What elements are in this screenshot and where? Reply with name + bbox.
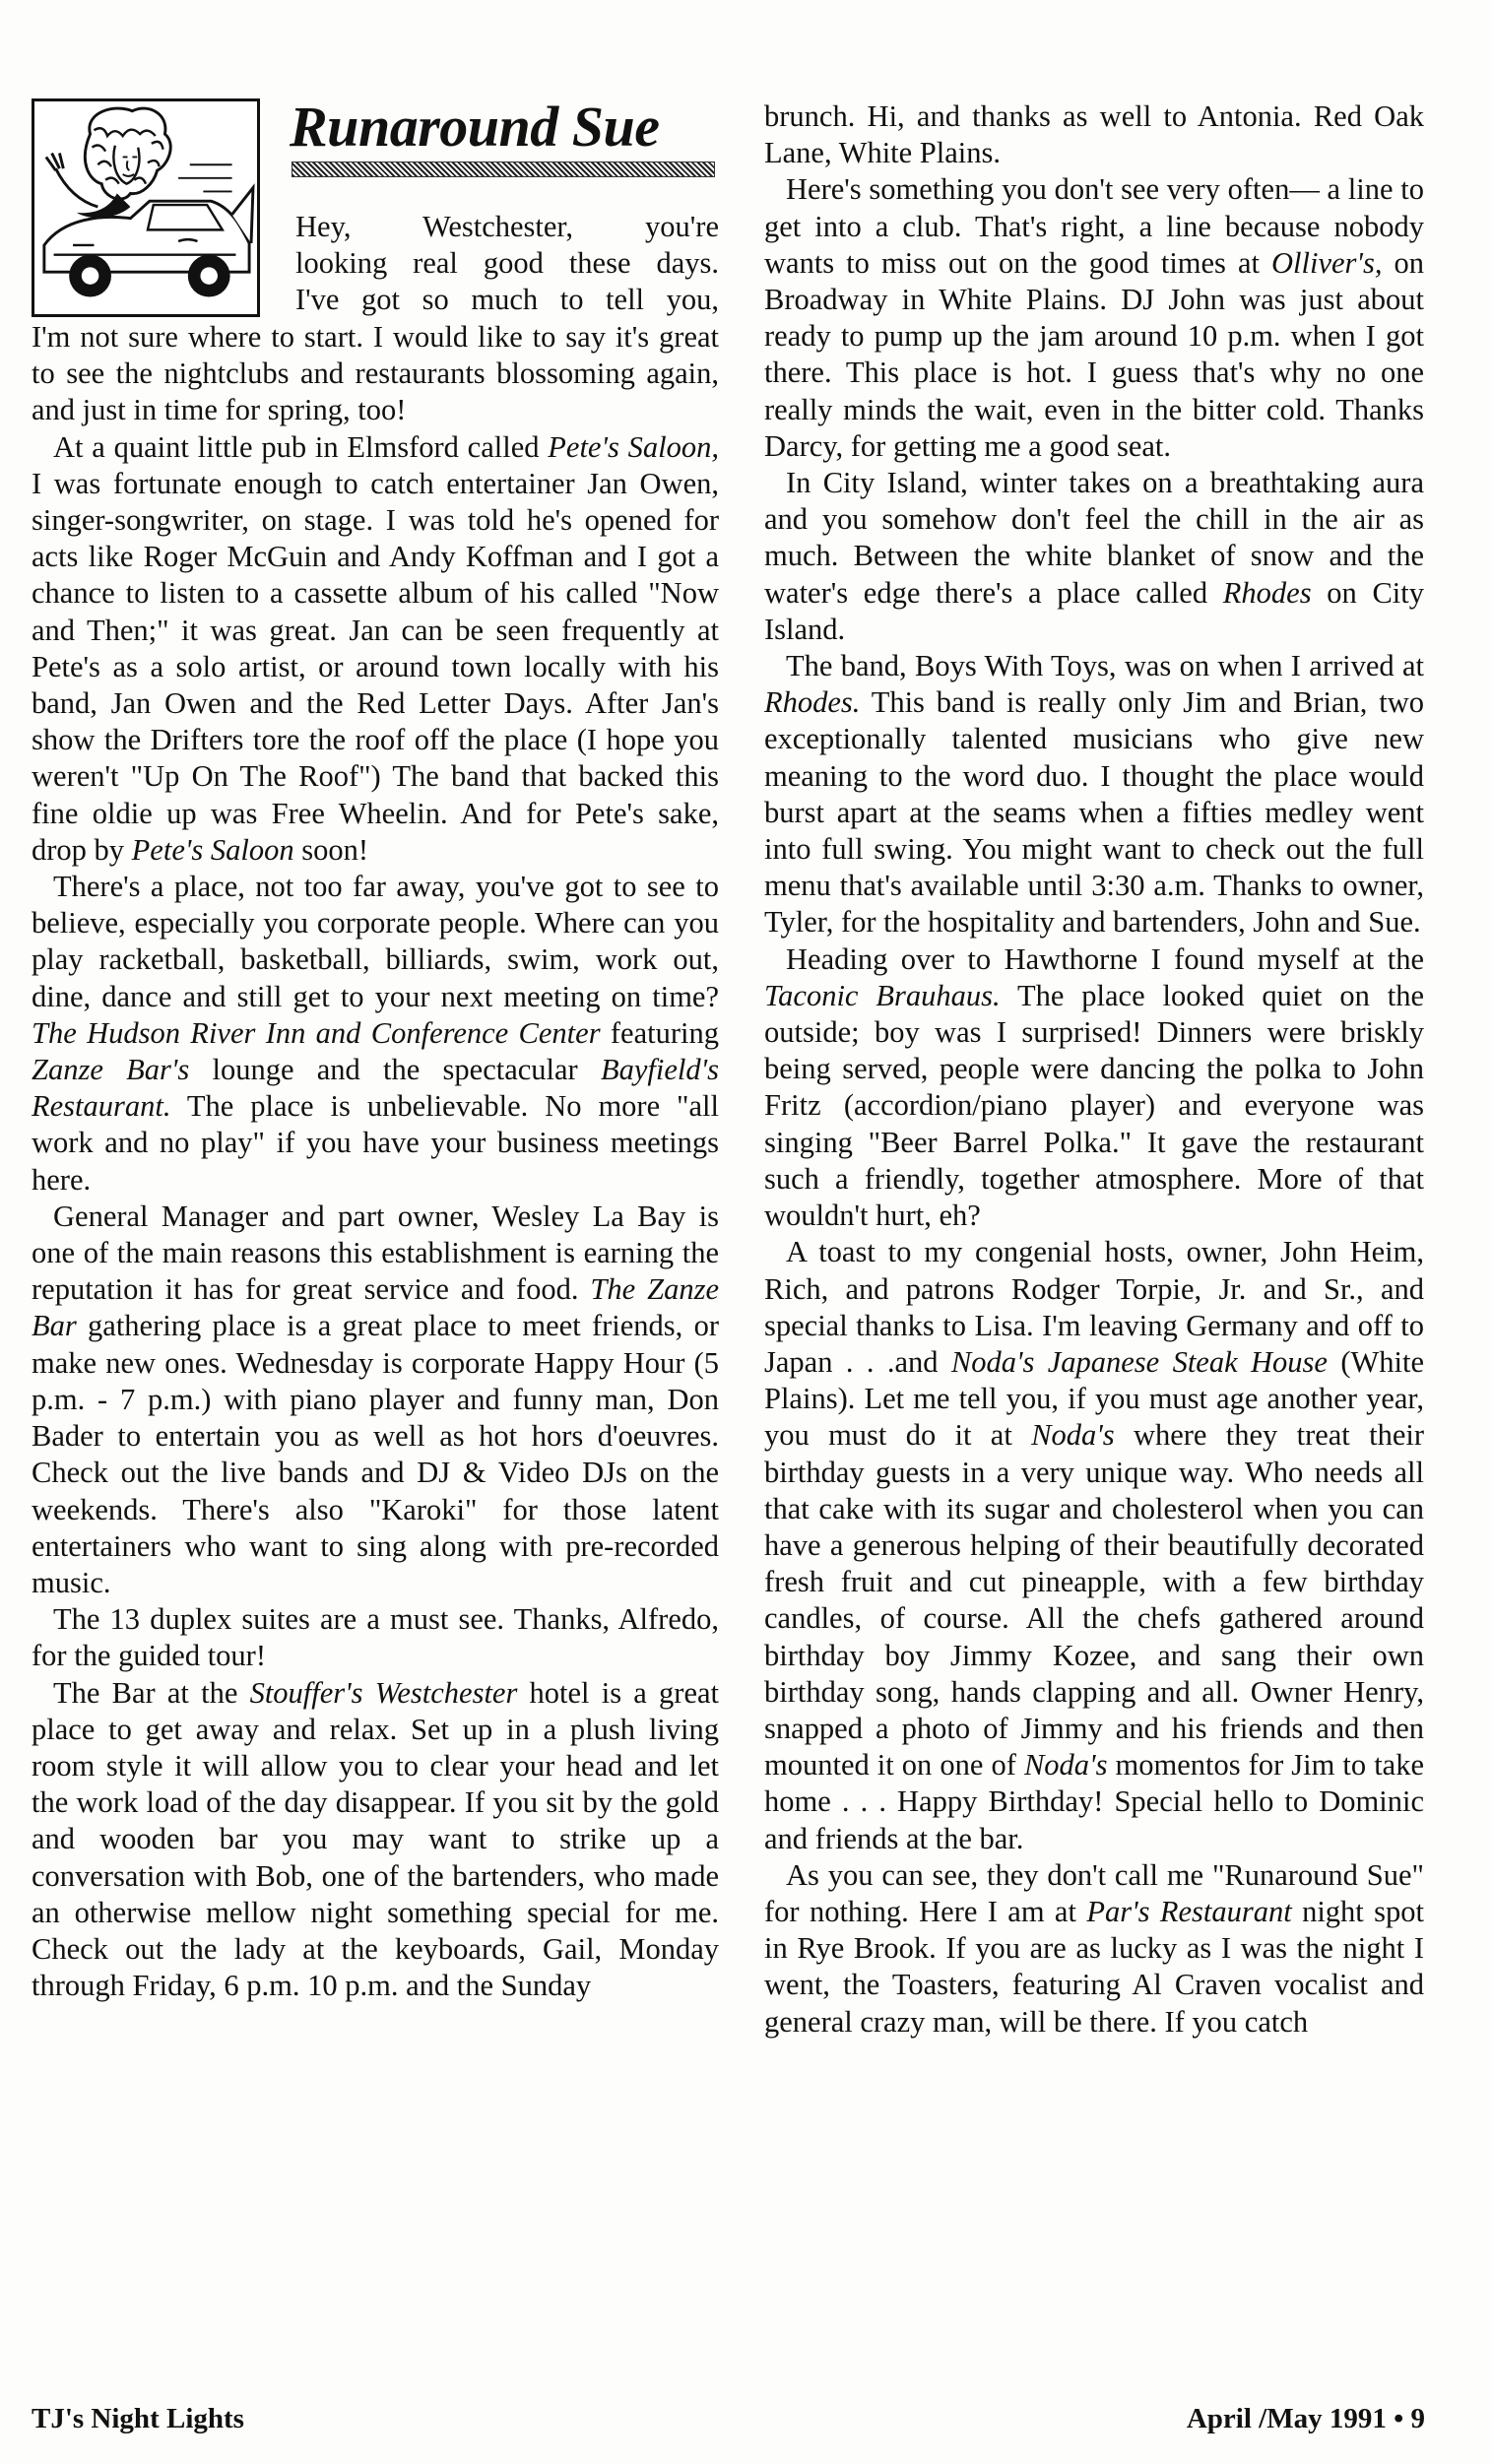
text-run: I was fortunate enough to catch entertainer Jan Owen, singer-songwriter, on stage. I was told he's opened for acts like Roger McGuin and Andy Koffman and I got a chance to listen to a cassette album of his called "Now and Then;" it was great. Jan can be seen frequently at Pete's as a solo artist, or around town locally with his band, Jan Owen and the Red Letter Days. After Jan's show the Drifters tore the roof off the place (I hope you weren't "Up On The Roof") The band that backed this fine oldie up was Free Wheelin. And for Pete's sake, drop by: [32, 466, 719, 867]
text-run: At a quaint little pub in Elmsford called: [53, 429, 549, 464]
venue-name-italic: Rhodes: [1222, 575, 1312, 610]
article-paragraph: [32, 869, 719, 1199]
text-run: The place looked quiet on the outside; boy was I surprised! Dinners were briskly being served, people were dancing the polka to John Fritz (accordion/piano player) and everyone was singing "Beer Barrel Polka." It gave the restaurant such a friendly, together atmosphere. More of that wouldn't hurt, eh?: [764, 978, 1424, 1233]
text-run: where they treat their birthday guests in a very unique way. Who needs all that cake with its sugar and cholesterol when you can have a generous helping of their beautifully decorated fresh fruit and cut pineapple, with a few birthday candles, of course. All the chefs gathered around birthday boy Jimmy Kozee, and sang their own birthday song, hands clapping and all. Owner Henry, snapped a photo of Jimmy and his friends and then mounted it on one of: [764, 1418, 1424, 1783]
article-paragraph: [764, 648, 1424, 941]
text-run: There's a place, not too far away, you've got to see to believe, especially you corporate people. Where can you play racketball, basketball, billiards, swim, work out, dine, dance and still get to your next meeting on time?: [32, 870, 719, 1013]
intro-paragraph: I'm not sure where to start. I would like to say it's great to see the nightclubs and restaurants blossoming again, and just in time for spring, too!: [32, 320, 719, 427]
text-run: The place is unbelievable. No more "all work and no play" if you have your business meetings here.: [32, 1089, 719, 1197]
venue-name-italic: Bayfield's Restaurant.: [32, 1053, 719, 1124]
publication-name: TJ's Night Lights: [32, 2403, 244, 2434]
venue-name-italic: Zanze Bar's: [32, 1053, 190, 1087]
text-run: lounge and the spectacular: [189, 1053, 601, 1087]
text-run: The 13 duplex suites are a must see. Thanks, Alfredo, for the guided tour!: [32, 1602, 719, 1673]
venue-name-italic: Rhodes.: [764, 685, 861, 720]
venue-name-italic: Noda's Japanese Steak House: [950, 1344, 1328, 1379]
venue-name-italic: Stouffer's Westchester: [249, 1675, 518, 1710]
venue-name-italic: The Hudson River Inn and Conference Center: [32, 1015, 601, 1050]
text-run: Heading over to Hawthorne I found myself at the: [786, 941, 1424, 976]
article-paragraph: [32, 1601, 719, 1674]
venue-name-italic: The Zanze Bar: [32, 1272, 719, 1343]
text-run: on City Island.: [764, 575, 1424, 646]
article-paragraph: [764, 1857, 1424, 2041]
text-run: soon!: [293, 832, 368, 867]
text-run: This band is really only Jim and Brian, two exceptionally talented musicians who give new meaning to the word duo. I thought the place would burst apart at the seams when a fifties medley went into full swing. You might want to check out the full menu that's available until 3:30 a.m. Thanks to owner, Tyler, for the hospitality and bartenders, John and Sue.: [764, 685, 1424, 940]
article-title: Runaround Sue: [290, 95, 660, 159]
text-run: In City Island, winter takes on a breathtaking aura and you somehow don't feel the chill in the air as much. Between the white blanket of snow and the water's edge there's a place called: [764, 466, 1424, 610]
text-run: gathering place is a great place to meet friends, or make new ones. Wednesday is corporate Happy Hour (5 p.m. - 7 p.m.) with piano player and funny man, Don Bader to entertain you as well as hot hors d'oeuvres. Check out the live bands and DJ & Video DJs on the weekends. There's also "Karoki" for those latent entertainers who want to sing along with pre-recorded music.: [32, 1309, 719, 1599]
intro-lines: [295, 209, 719, 319]
text-run: As you can see, they don't call me "Runaround Sue" for nothing. Here I am at: [764, 1857, 1424, 1928]
text-run: (White Plains). Let me tell you, if you must age another year, you must do it at: [764, 1344, 1424, 1453]
text-run: General Manager and part owner, Wesley La Bay is one of the main reasons this establishment is earning the reputation it has for great service and food.: [32, 1199, 719, 1307]
text-run: night spot in Rye Brook. If you are as lucky as I was the night I went, the Toasters, featuring Al Craven vocalist and general crazy man, will be there. If you catch: [764, 1894, 1424, 2039]
article-paragraph: [764, 171, 1424, 465]
text-run: Here's something you don't see very often— a line to get into a club. That's right, a line because nobody wants to miss out on the good times at: [764, 172, 1424, 280]
right-column: [764, 98, 1424, 2041]
venue-name-italic: Par's Restaurant: [1086, 1894, 1292, 1928]
article-paragraph: [764, 98, 1424, 171]
text-run: The Bar at the: [53, 1675, 250, 1710]
article-paragraph: [32, 1675, 719, 2005]
intro-line: Hey, Westchester, you're: [295, 210, 719, 243]
intro-line: I've got so much to tell you,: [295, 283, 719, 317]
title-decorative-rule: [292, 162, 715, 177]
left-column: [32, 95, 719, 2004]
text-run: The band, Boys With Toys, was on when I arrived at: [786, 649, 1424, 683]
intro-line: looking real good these days.: [295, 246, 719, 281]
article-paragraph: [764, 941, 1424, 1235]
venue-name-italic: Taconic Brauhaus.: [764, 978, 1001, 1012]
text-run: A toast to my congenial hosts, owner, John Heim, Rich, and patrons Rodger Torpie, Jr. and Sr., and special thanks to Lisa. I'm leaving Germany and off to Japan . . .and: [764, 1235, 1424, 1379]
article-paragraph: [764, 465, 1424, 648]
venue-name-italic: Noda's: [1023, 1748, 1108, 1783]
venue-name-italic: Olliver's,: [1271, 245, 1383, 280]
text-run: brunch. Hi, and thanks as well to Antonia. Red Oak Lane, White Plains.: [764, 99, 1424, 170]
text-run: featuring: [600, 1015, 719, 1050]
right-column-body: [764, 98, 1424, 2041]
article-paragraph: [32, 1199, 719, 1601]
text-run: on Broadway in White Plains. DJ John was just about ready to pump up the jam around 10 p.m. when I got there. This place is hot. I guess that's why no one really minds the wait, even in the bitter cold. Thanks Darcy, for getting me a good seat.: [764, 245, 1424, 463]
issue-date-page-number: April /May 1991 • 9: [1186, 2403, 1425, 2434]
column-logo: [32, 98, 260, 317]
venue-name-italic: Noda's: [1031, 1418, 1115, 1453]
left-column-body: [32, 319, 719, 2004]
article-paragraph: [764, 1234, 1424, 1856]
article-header: [32, 95, 719, 319]
article-paragraph: [32, 429, 719, 869]
woman-in-car-illustration: [34, 101, 257, 314]
venue-name-italic: Pete's Saloon,: [548, 429, 719, 464]
venue-name-italic: Pete's Saloon: [131, 832, 294, 867]
text-run: hotel is a great place to get away and relax. Set up in a plush living room style it will allow you to clear your head and let the work load of the day disappear. If you sit by the gold and wooden bar you may want to strike up a conversation with Bob, one of the bartenders, who made an otherwise mellow night something special for me. Check out the lady at the keyboards, Gail, Monday through Friday, 6 p.m. 10 p.m. and the Sunday: [32, 1675, 719, 2003]
text-run: momentos for Jim to take home . . . Happy Birthday! Special hello to Dominic and friends at the bar.: [764, 1748, 1424, 1855]
